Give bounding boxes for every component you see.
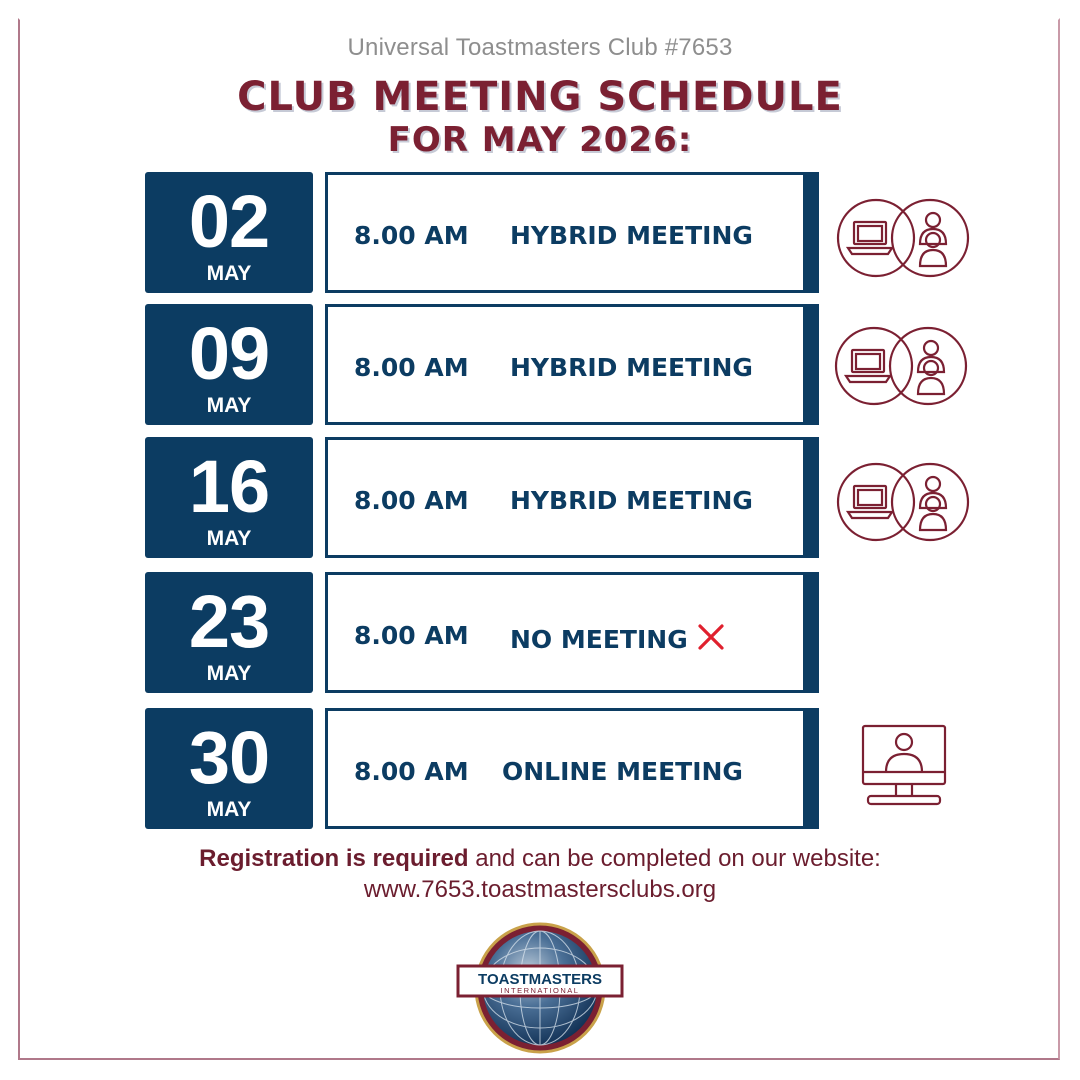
date-month: MAY <box>206 262 252 285</box>
registration-text: and can be completed on our website: <box>468 845 881 872</box>
meeting-time: 8.00 AM <box>354 757 469 786</box>
logo-text-main: TOASTMASTERS <box>478 971 602 988</box>
meeting-type: ONLINE MEETING <box>502 757 743 786</box>
hybrid-meeting-icon <box>832 324 972 408</box>
date-box-02 <box>145 172 313 293</box>
hybrid-meeting-icon <box>836 196 972 280</box>
meeting-type-row <box>510 622 726 654</box>
meeting-time: 8.00 AM <box>354 621 469 650</box>
date-day: 09 <box>188 312 270 395</box>
date-box-30 <box>145 708 313 829</box>
meeting-time: 8.00 AM <box>354 353 469 382</box>
meeting-type: NO MEETING <box>510 625 688 654</box>
meeting-info-box <box>325 708 819 829</box>
meeting-info-box <box>325 172 819 293</box>
date-day: 16 <box>188 445 270 528</box>
meeting-info-box <box>325 572 819 693</box>
online-meeting-icon <box>858 722 950 812</box>
date-month: MAY <box>206 662 252 685</box>
date-box-09 <box>145 304 313 425</box>
meeting-info-box <box>325 304 819 425</box>
registration-note <box>0 845 1080 873</box>
date-month: MAY <box>206 394 252 417</box>
date-month: MAY <box>206 527 252 550</box>
date-box-16 <box>145 437 313 558</box>
meeting-time: 8.00 AM <box>354 221 469 250</box>
page-subtitle: FOR MAY 2026: <box>387 120 693 160</box>
date-day: 30 <box>188 716 270 799</box>
meeting-type: HYBRID MEETING <box>510 353 753 382</box>
logo-text-sub: INTERNATIONAL <box>500 986 580 995</box>
club-name: Universal Toastmasters Club #7653 <box>347 34 733 61</box>
cross-icon <box>696 622 726 652</box>
date-day: 23 <box>188 580 270 663</box>
meeting-info-box <box>325 437 819 558</box>
toastmasters-logo <box>452 916 628 1060</box>
meeting-time: 8.00 AM <box>354 486 469 515</box>
date-day: 02 <box>188 180 270 263</box>
page-title: CLUB MEETING SCHEDULE <box>237 74 843 120</box>
date-month: MAY <box>206 798 252 821</box>
hybrid-meeting-icon <box>836 460 972 544</box>
website-link[interactable]: www.7653.toastmastersclubs.org <box>363 876 717 903</box>
meeting-type: HYBRID MEETING <box>510 486 753 515</box>
meeting-type: HYBRID MEETING <box>510 221 753 250</box>
date-box-23 <box>145 572 313 693</box>
registration-bold: Registration is required <box>199 845 469 872</box>
